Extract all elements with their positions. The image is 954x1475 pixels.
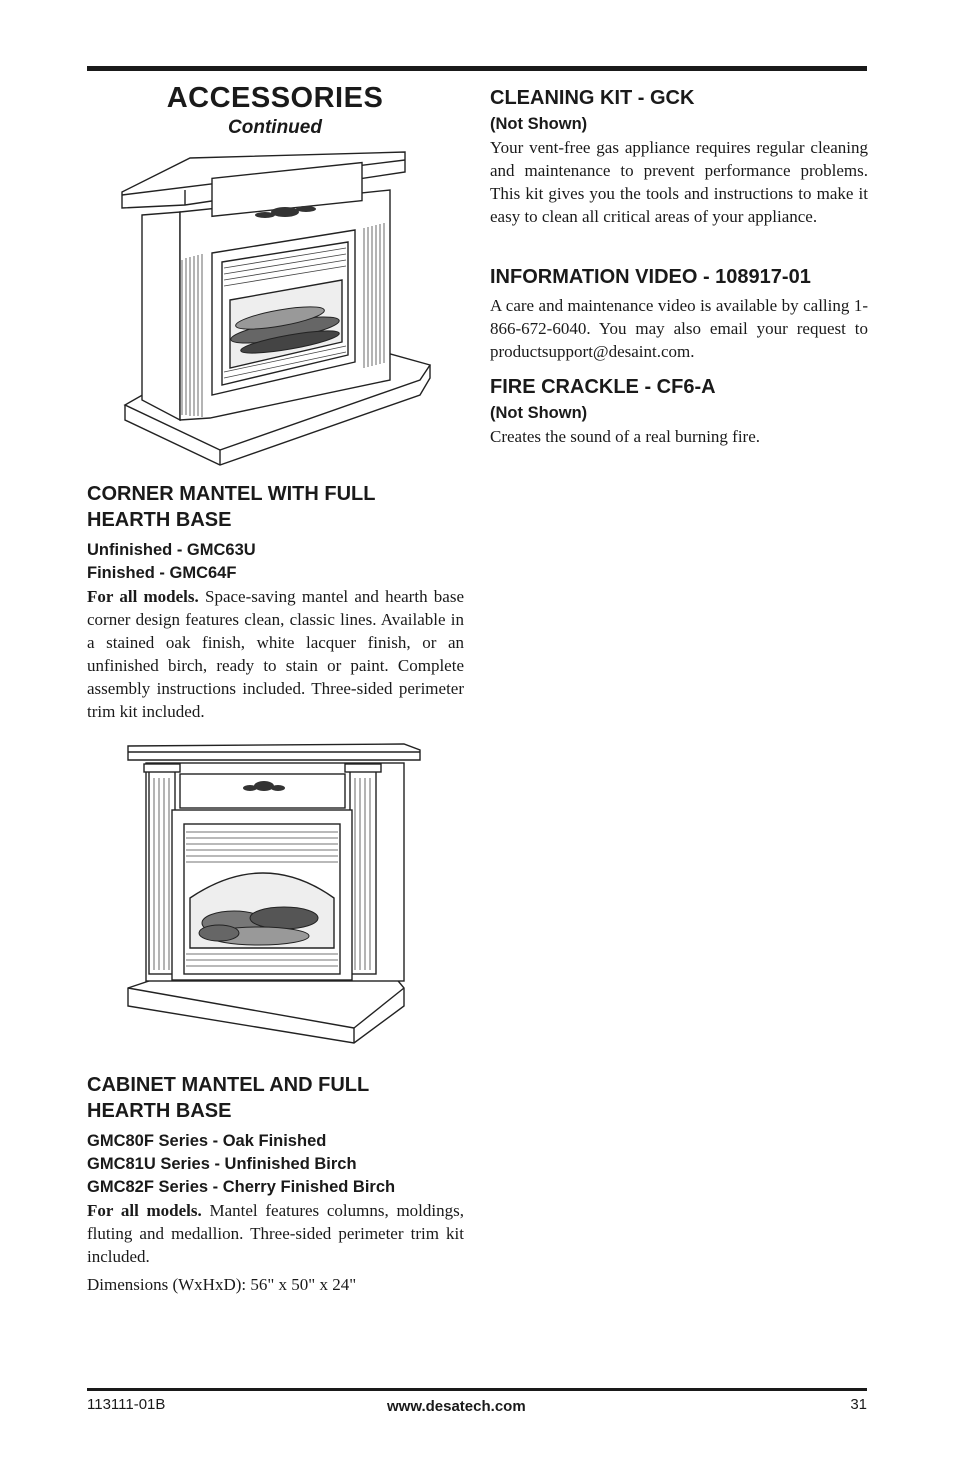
corner-mantel-lead: For all models.	[87, 587, 199, 606]
fire-crackle-section	[490, 374, 868, 448]
cabinet-mantel-dimensions: Dimensions (WxHxD): 56" x 50" x 24"	[87, 1275, 357, 1294]
cabinet-mantel-title-2: HEARTH BASE	[87, 1100, 232, 1122]
cleaning-kit-title: CLEANING KIT - GCK	[490, 87, 695, 109]
corner-mantel-title-1: CORNER MANTEL WITH FULL	[87, 483, 376, 505]
corner-mantel-body	[87, 585, 464, 723]
website-link[interactable]: www.desatech.com	[387, 1398, 526, 1415]
cabinet-mantel-title-1: CABINET MANTEL AND FULL	[87, 1074, 370, 1096]
cleaning-kit-note: (Not Shown)	[490, 115, 588, 133]
cabinet-mantel-model-1: GMC80F Series - Oak Finished	[87, 1132, 327, 1150]
info-video-title: INFORMATION VIDEO - 108917-01	[490, 266, 811, 288]
bottom-rule	[87, 1388, 867, 1391]
corner-mantel-section	[87, 481, 464, 723]
info-video-body: A care and maintenance video is available by calling 1-866-672-6040. You may also email your request to productsupport@desaint.com.	[490, 296, 868, 361]
page-number: 31	[850, 1396, 867, 1413]
cabinet-mantel-illustration	[124, 738, 424, 1050]
corner-mantel-model-1: Unfinished - GMC63U	[87, 541, 256, 559]
section-title: ACCESSORIES	[166, 82, 384, 114]
info-video-section	[490, 264, 868, 363]
cabinet-mantel-body	[87, 1199, 464, 1268]
corner-mantel-illustration	[120, 150, 440, 468]
cabinet-mantel-text: Mantel features columns, moldings, fluting and medallion. Three-sided perimeter trim kit included.	[87, 1201, 464, 1266]
doc-number: 113111-01B	[87, 1396, 166, 1413]
fire-crackle-body: Creates the sound of a real burning fire.	[490, 427, 761, 446]
fire-crackle-title: FIRE CRACKLE - CF6-A	[490, 376, 716, 398]
cabinet-mantel-lead: For all models.	[87, 1201, 202, 1220]
cleaning-kit-body: Your vent-free gas appliance requires regular cleaning and maintenance to prevent performance problems. This kit gives you the tools and instructions to make it easy to clean all critical areas of your appliance.	[490, 138, 868, 226]
section-subtitle: Continued	[228, 117, 322, 138]
cabinet-mantel-model-3: GMC82F Series - Cherry Finished Birch	[87, 1178, 396, 1196]
corner-mantel-title-2: HEARTH BASE	[87, 509, 232, 531]
corner-mantel-model-2: Finished - GMC64F	[87, 564, 237, 582]
top-rule	[87, 66, 867, 71]
cabinet-mantel-model-2: GMC81U Series - Unfinished Birch	[87, 1155, 357, 1173]
corner-mantel-text: Space-saving mantel and hearth base corner design features clean, classic lines. Available in a stained oak finish, white lacquer finish, or an unfinished birch, ready to stain or paint. Complete assembly instructions included. Three-sided perimeter trim kit included.	[87, 587, 464, 721]
fire-crackle-note: (Not Shown)	[490, 404, 588, 422]
cleaning-kit-section	[490, 85, 868, 228]
cabinet-mantel-section	[87, 1072, 464, 1296]
